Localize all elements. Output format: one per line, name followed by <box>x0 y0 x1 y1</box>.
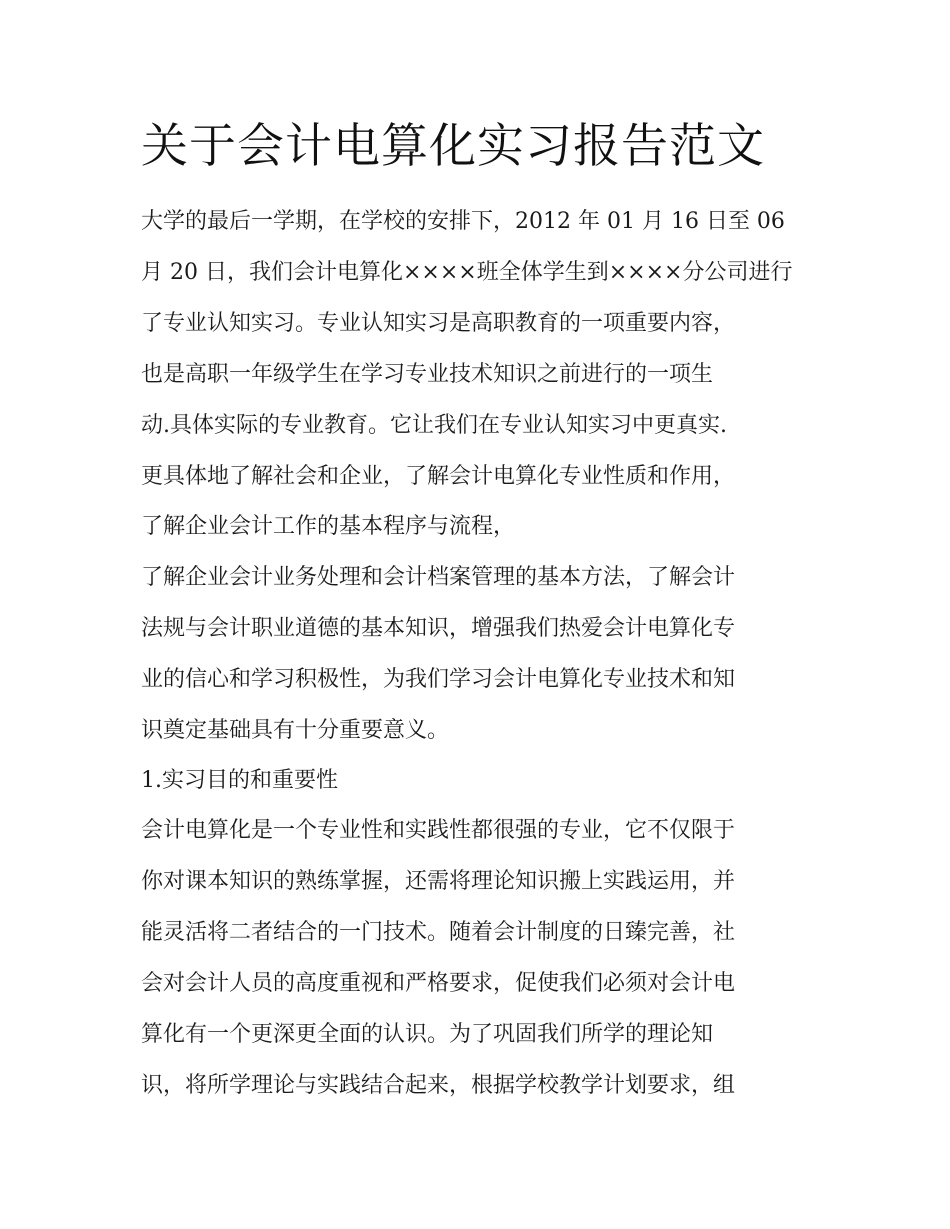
body-line: 能灵活将二者结合的一门技术。随着会计制度的日臻完善，社 <box>141 920 736 945</box>
body-line: 动.具体实际的专业教育。它让我们在专业认知实习中更真实. <box>141 413 727 438</box>
body-line: 业的信心和学习积极性，为我们学习会计电算化专业技术和知 <box>141 667 736 692</box>
body-line: 识奠定基础具有十分重要意义。 <box>141 718 450 743</box>
document-title: 关于会计电算化实习报告范文 <box>141 119 765 174</box>
body-line: 也是高职一年级学生在学习专业技术知识之前进行的一项生 <box>141 362 714 387</box>
body-line: 识，将所学理论与实践结合起来，根据学校教学计划要求，组 <box>141 1073 736 1098</box>
body-line: 大学的最后一学期，在学校的安排下，2012 年 01 月 16 日至 06 <box>141 209 785 234</box>
body-line: 法规与会计职业道德的基本知识，增强我们热爱会计电算化专 <box>141 616 736 641</box>
body-line: 会对会计人员的高度重视和严格要求，促使我们必须对会计电 <box>141 971 736 996</box>
section-heading: 1.实习目的和重要性 <box>141 768 338 793</box>
body-line: 会计电算化是一个专业性和实践性都很强的专业，它不仅限于 <box>141 818 736 843</box>
body-line: 了解企业会计业务处理和会计档案管理的基本方法，了解会计 <box>141 565 736 590</box>
body-line: 了解企业会计工作的基本程序与流程， <box>141 514 516 539</box>
body-line: 了专业认知实习。专业认知实习是高职教育的一项重要内容， <box>141 311 736 336</box>
body-line: 算化有一个更深更全面的认识。为了巩固我们所学的理论知 <box>141 1022 714 1047</box>
body-line: 更具体地了解社会和企业，了解会计电算化专业性质和作用， <box>141 464 736 489</box>
body-line: 月 20 日，我们会计电算化××××班全体学生到××××分公司进行 <box>141 260 793 285</box>
body-line: 你对课本知识的熟练掌握，还需将理论知识搬上实践运用，并 <box>141 869 736 894</box>
